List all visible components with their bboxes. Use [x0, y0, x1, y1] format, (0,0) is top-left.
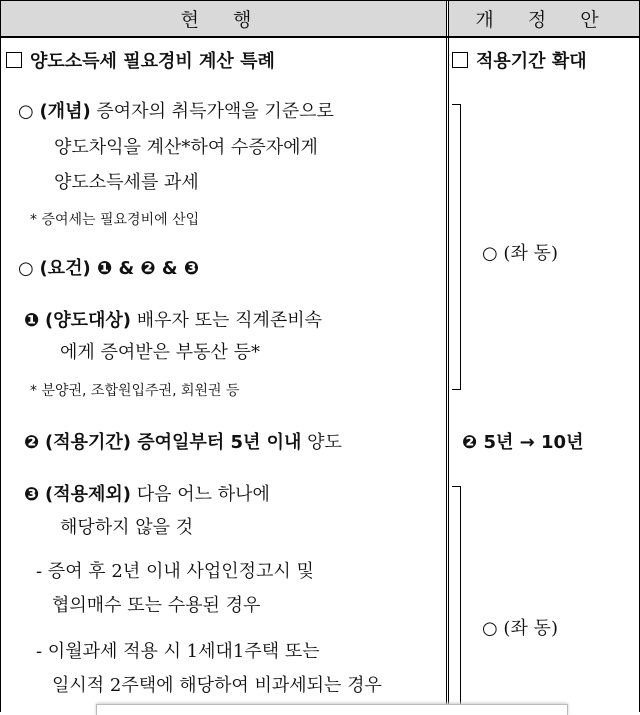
- note-rights: * 분양권, 조합원입주권, 회원권 등: [30, 383, 240, 399]
- table-top-border: [0, 0, 640, 1]
- overlay-panel-edge: [96, 704, 568, 715]
- header-divider: [0, 36, 640, 38]
- right-section-title: 적용기간 확대: [452, 47, 587, 73]
- checkbox-icon: [452, 52, 468, 68]
- bracket-same-1: [452, 104, 461, 390]
- requirements-label: (요건): [39, 258, 91, 279]
- left-section-title: 양도소득세 필요경비 계산 특례: [6, 47, 275, 73]
- note-gift-tax: * 증여세는 필요경비에 산입: [30, 212, 200, 228]
- number-1-icon: ❶: [24, 310, 40, 331]
- header-revised: [448, 0, 640, 36]
- concept-line-2: 양도차익을 계산*하여 수증자에게: [54, 137, 318, 158]
- column-divider-2: [448, 0, 449, 712]
- item1-line-1: ❶ (양도대상) 배우자 또는 직계존비속: [24, 310, 323, 331]
- number-2-icon: ❷: [24, 432, 40, 453]
- dash2-line-1: - 이월과세 적용 시 1세대1주택 또는: [36, 641, 320, 662]
- number-3-icon: ❸: [24, 484, 40, 505]
- circle-bullet-icon: ○: [18, 258, 34, 279]
- item3-line-1: ❸ (적용제외) 다음 어느 하나에: [24, 484, 270, 505]
- bracket-same-2: [452, 486, 461, 707]
- dash1-line-2: 협의매수 또는 수용된 경우: [52, 595, 261, 616]
- item1-line-2: 에게 증여받은 부동산 등*: [60, 342, 261, 363]
- dash1-line-1: - 증여 후 2년 이내 사업인정고시 및: [36, 561, 314, 582]
- item3-label: (적용제외): [44, 484, 131, 505]
- header-current: [0, 0, 446, 36]
- concept-label: (개념): [39, 101, 91, 122]
- right-same-1: ○ (좌 동): [482, 243, 558, 264]
- circle-bullet-icon: ○: [18, 101, 34, 122]
- item2-line: ❷ (적용기간) 증여일부터 5년 이내 양도: [24, 432, 342, 453]
- right-period-change: ❷ 5년 → 10년: [462, 432, 584, 453]
- column-divider-1: [446, 0, 447, 712]
- item1-label: (양도대상): [44, 310, 131, 331]
- right-same-2: ○ (좌 동): [482, 618, 558, 639]
- checkbox-icon: [6, 52, 22, 68]
- concept-line-1: ○ (개념) 증여자의 취득가액을 기준으로: [18, 101, 334, 122]
- header-revised-label: 개 정 안: [475, 8, 613, 31]
- requirements-line: ○ (요건) ❶ & ❷ & ❸: [18, 258, 200, 279]
- concept-line-3: 양도소득세를 과세: [54, 172, 199, 193]
- item2-label: (적용기간): [44, 432, 131, 453]
- table-left-border: [0, 0, 1, 712]
- item3-line-2: 해당하지 않을 것: [60, 517, 194, 538]
- header-current-label: 현 행: [180, 8, 266, 31]
- dash2-line-2: 일시적 2주택에 해당하여 비과세되는 경우: [52, 675, 382, 696]
